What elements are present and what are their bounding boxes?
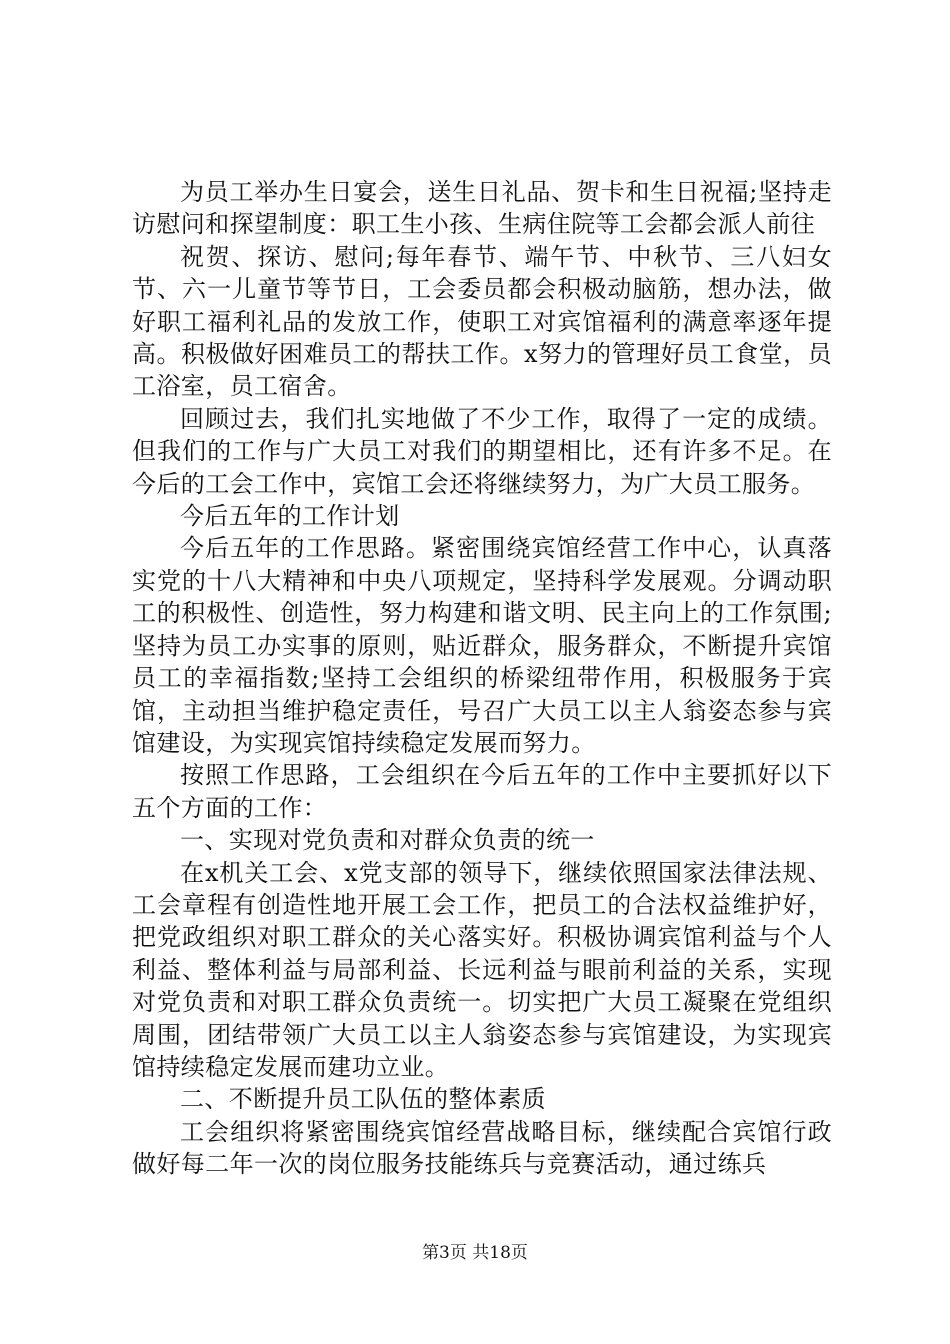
paragraph: 今后五年的工作思路。紧密围绕宾馆经营工作中心，认真落实党的十八大精神和中央八项规定，坚持科学发展观。分调动职工的积极性、创造性，努力构建和谐文明、民主向上的工作氛围;坚持为员工办实事的原则，贴近群众，服务群众，不断提升宾馆员工的幸福指数;坚持工会组织的桥梁纽带作用，积极服务于宾馆，主动担当维护稳定责任，号召广大员工以主人翁姿态参与宾馆建设，为实现宾馆持续稳定发展而努力。 — [132, 534, 832, 757]
page-number-footer: 第3页 共18页 — [422, 1243, 528, 1263]
section-heading: 一、实现对党负责和对群众负责的统一 — [180, 826, 595, 855]
paragraph: 回顾过去，我们扎实地做了不少工作，取得了一定的成绩。但我们的工作与广大员工对我们的期望相比，还有许多不足。在今后的工会工作中，宾馆工会还将继续努力，为广大员工服务。 — [132, 404, 832, 498]
paragraph: 工会组织将紧密围绕宾馆经营战略目标，继续配合宾馆行政做好每二年一次的岗位服务技能练兵与竞赛活动，通过练兵 — [132, 1117, 832, 1179]
section-heading: 二、不断提升员工队伍的整体素质 — [180, 1085, 546, 1114]
section-heading: 今后五年的工作计划 — [180, 502, 400, 531]
document-body — [132, 176, 832, 1181]
paragraph: 祝贺、探访、慰问;每年春节、端午节、中秋节、三八妇女节、六一儿童节等节日，工会委员都会积极动脑筋，想办法，做好职工福利礼品的发放工作，使职工对宾馆福利的满意率逐年提高。积极做好困难员工的帮扶工作。x努力的管理好员工食堂，员工浴室，员工宿舍。 — [132, 242, 832, 401]
paragraph: 为员工举办生日宴会，送生日礼品、贺卡和生日祝福;坚持走访慰问和探望制度：职工生小孩、生病住院等工会都会派人前往 — [132, 178, 832, 239]
paragraph: 按照工作思路，工会组织在今后五年的工作中主要抓好以下五个方面的工作： — [132, 761, 832, 822]
paragraph: 在x机关工会、x党支部的领导下，继续依照国家法律法规、工会章程有创造性地开展工会工作，把员工的合法权益维护好，把党政组织对职工群众的关心落实好。积极协调宾馆利益与个人利益、整体利益与局部利益、长远利益与眼前利益的关系，实现对党负责和对职工群众负责统一。切实把广大员工凝聚在党组织周围，团结带领广大员工以主人翁姿态参与宾馆建设，为实现宾馆持续稳定发展而建功立业。 — [132, 858, 832, 1081]
